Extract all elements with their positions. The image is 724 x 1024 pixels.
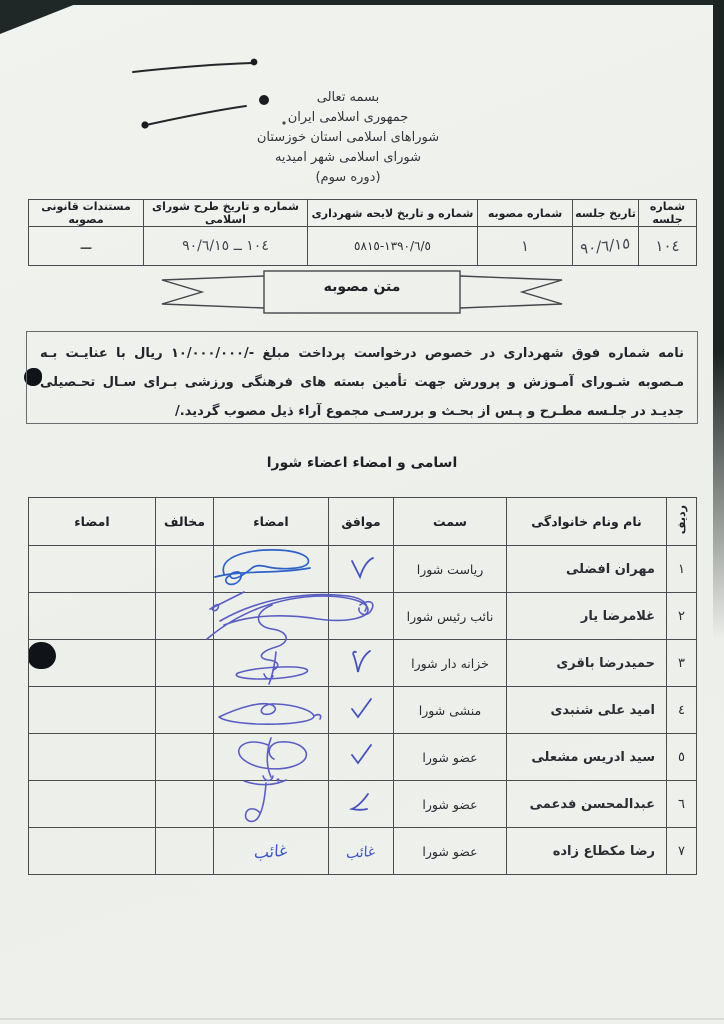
member-name: عبدالمحسن فدعمی [507,781,667,828]
row-no: ١ [667,546,697,593]
agree-checkmark-icon [346,740,376,770]
agree-checkmark-icon [345,552,377,582]
agree-cell [329,781,394,828]
absent-note: غائب [346,843,376,862]
opposed-signature-cell [29,828,156,875]
member-row [29,687,697,734]
signature-cell [214,640,329,687]
scan-edge-top [0,0,724,5]
col-header-name: نام ونام خانوادگی [507,498,667,546]
agree-cell [329,687,394,734]
member-name: حمیدرضا باقری [507,640,667,687]
row-no: ٥ [667,734,697,781]
resolution-text: نامه شماره فوق شهرداری در خصوص درخواست پرداخت مبلغ -/١٠/٠٠٠/٠٠٠ ریال با عنایـت بـه مـصوبه شـورای آمـوزش و پرورش جهت تأمین بسته های فرهنگی ورزشی بـرای سـال تحـصیلی جدیـد در جلـسه مطـرح و پـس از بحـث و بررسـی مجموع آراء ذیل مصوب گردید./ [40,346,684,419]
col-header-role: سمت [394,498,507,546]
row-no: ٣ [667,640,697,687]
document-letterhead [0,88,710,188]
member-role: عضو شورا [394,734,507,781]
meta-value-resolution-no: ١ [478,227,573,266]
members-section-title: اسامی و امضاء اعضاء شورا [266,455,458,471]
row-no: ٤ [667,687,697,734]
member-row [29,734,697,781]
agree-cell [329,593,394,640]
agree-cell [329,546,394,593]
resolution-meta-table [28,199,697,266]
member-name: امید علی شنبدی [507,687,667,734]
signature-cell [214,828,329,875]
meta-header-bill-no-date: شماره و تاریخ لایحه شهرداری [308,200,478,227]
opposed-signature-cell [29,640,156,687]
meta-value-session-date: ٩٠/٦/١٥ [573,227,639,266]
member-name: مهران افضلی [507,546,667,593]
opposed-cell [156,828,214,875]
councils-line: شوراهای اسلامی استان خوزستان [256,130,440,145]
member-name: سید ادریس مشعلی [507,734,667,781]
signature-scribble [210,544,332,596]
row-no: ٧ [667,828,697,875]
opposed-cell [156,593,214,640]
resolution-banner [152,269,572,315]
member-row [29,828,697,875]
opposed-signature-cell [29,546,156,593]
member-role: منشی شورا [394,687,507,734]
opposed-cell [156,640,214,687]
agree-cell [329,734,394,781]
basmala-line: بسمه تعالی [316,90,380,105]
scan-edge-corner [0,0,86,34]
member-name: رضا مکطاع زاده [507,828,667,875]
signature-cell [214,734,329,781]
scan-edge-right [713,0,724,640]
meta-value-legal-docs: ــ [29,227,144,266]
signature-scribble [216,730,326,788]
agree-checkmark-icon [346,693,376,723]
banner-title: متن مصوبه [323,279,401,295]
member-row [29,593,697,640]
member-role: نائب رئیس شورا [394,593,507,640]
col-header-row-no: ردیف [667,498,697,546]
resolution-text-box [26,331,698,424]
meta-header-session-no: شماره جلسه [639,200,697,227]
signature-scribble [214,691,334,735]
member-row [29,781,697,828]
agree-cell [329,828,394,875]
member-role: خزانه دار شورا [394,640,507,687]
meta-value-plan-no-date: ١٠٤ ــ ٩٠/٦/١٥ [144,227,308,266]
opposed-signature-cell [29,781,156,828]
col-header-agree: موافق [329,498,394,546]
meta-value-session-no: ١٠٤ [639,227,697,266]
row-no: ٦ [667,781,697,828]
signature-cell [214,546,329,593]
meta-header-resolution-no: شماره مصوبه [478,200,573,227]
agree-checkmark-icon [346,645,376,677]
opposed-cell [156,687,214,734]
meta-value-bill-no-date: ١٣٩٠/٦/٥-٥٨١٥ [308,227,478,266]
opposed-cell [156,546,214,593]
row-no: ٢ [667,593,697,640]
signature-cell [214,593,329,640]
member-role: ریاست شورا [394,546,507,593]
col-header-signature-2: امضاء [29,498,156,546]
scan-edge-bottom [0,1018,724,1020]
member-row [29,546,697,593]
city-council-line: شورای اسلامی شهر امیدیه [274,150,422,165]
country-line: جمهوری اسلامی ایران [287,110,409,125]
member-role: عضو شورا [394,781,507,828]
opposed-signature-cell [29,687,156,734]
member-role: عضو شورا [394,828,507,875]
signature-cell [214,781,329,828]
signature-scribble [220,773,310,831]
agree-cell [329,640,394,687]
members-signature-table [28,497,697,875]
signature-cell [214,687,329,734]
opposed-cell [156,734,214,781]
col-header-opposed: مخالف [156,498,214,546]
agree-checkmark-icon [346,787,376,817]
member-name: غلامرضا یار [507,593,667,640]
absent-note: غائب [253,839,289,863]
opposed-cell [156,781,214,828]
opposed-signature-cell [29,734,156,781]
term-line: (دوره سوم) [315,170,381,185]
col-header-signature: امضاء [214,498,329,546]
meta-header-legal-docs: مستندات قانونی مصوبه [29,200,144,227]
opposed-signature-cell [29,593,156,640]
member-row [29,640,697,687]
meta-header-session-date: تاریخ جلسه [573,200,639,227]
meta-header-plan-no-date: شماره و تاریخ طرح شورای اسلامی [144,200,308,227]
